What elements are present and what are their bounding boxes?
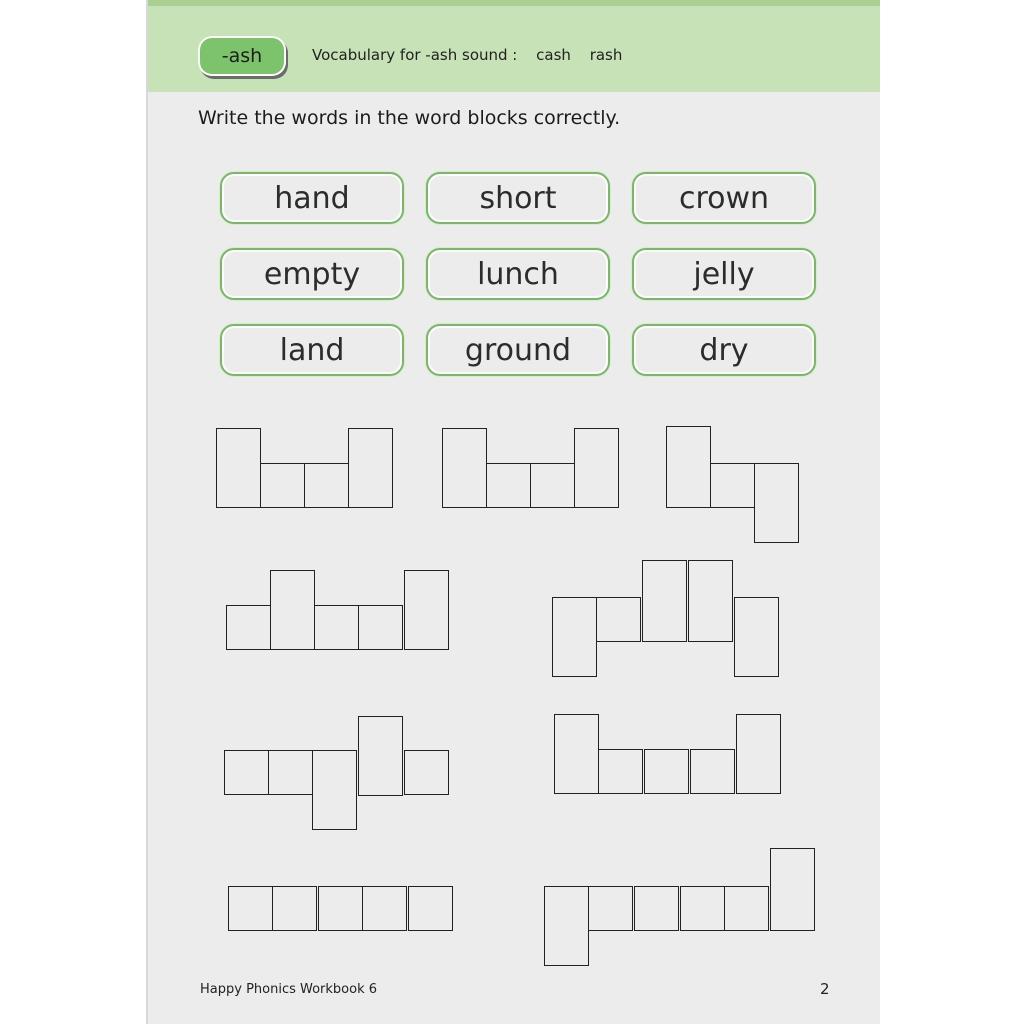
letter-block[interactable] (552, 597, 597, 677)
letter-block[interactable] (644, 749, 689, 794)
word-box: hand (220, 172, 404, 224)
word-box: empty (220, 248, 404, 300)
letter-block[interactable] (358, 716, 403, 796)
letter-block[interactable] (318, 886, 363, 931)
letter-block[interactable] (486, 463, 531, 508)
letter-block[interactable] (666, 426, 711, 508)
letter-block[interactable] (442, 428, 487, 508)
word-box: jelly (632, 248, 816, 300)
letter-block[interactable] (688, 560, 733, 642)
letter-block[interactable] (272, 886, 317, 931)
vocab-word: cash (536, 46, 571, 64)
letter-block[interactable] (228, 886, 273, 931)
vocab-word: rash (589, 46, 623, 64)
vocab-line (312, 46, 626, 64)
letter-block[interactable] (680, 886, 725, 931)
letter-block[interactable] (268, 750, 313, 795)
letter-block[interactable] (260, 463, 305, 508)
word-box: dry (632, 324, 816, 376)
letter-block[interactable] (724, 886, 769, 931)
letter-block[interactable] (226, 605, 271, 650)
letter-block[interactable] (588, 886, 633, 931)
letter-block[interactable] (304, 463, 349, 508)
word-box: land (220, 324, 404, 376)
letter-block[interactable] (312, 750, 357, 830)
letter-block[interactable] (554, 714, 599, 794)
vocab-label: Vocabulary for -ash sound : (312, 46, 518, 64)
letter-block[interactable] (690, 749, 735, 794)
letter-block[interactable] (530, 463, 575, 508)
letter-block[interactable] (544, 886, 589, 966)
letter-block[interactable] (710, 463, 755, 508)
letter-block[interactable] (270, 570, 315, 650)
letter-block[interactable] (642, 560, 687, 642)
letter-block[interactable] (404, 750, 449, 795)
instructions: Write the words in the word blocks correctly. (198, 107, 621, 129)
letter-block[interactable] (770, 848, 815, 931)
letter-block[interactable] (754, 463, 799, 543)
word-box: ground (426, 324, 610, 376)
letter-block[interactable] (596, 597, 641, 642)
footer-page-number: 2 (820, 980, 830, 998)
footer-book-title: Happy Phonics Workbook 6 (200, 982, 378, 997)
sound-tag (198, 36, 286, 76)
letter-block[interactable] (314, 605, 359, 650)
workbook-page (146, 0, 880, 1024)
letter-block[interactable] (736, 714, 781, 794)
word-box: crown (632, 172, 816, 224)
letter-block[interactable] (404, 570, 449, 650)
word-box: short (426, 172, 610, 224)
letter-block[interactable] (348, 428, 393, 508)
letter-block[interactable] (634, 886, 679, 931)
letter-block[interactable] (362, 886, 407, 931)
header-band-top (148, 0, 880, 6)
letter-block[interactable] (216, 428, 261, 508)
sound-tag-label: -ash (221, 45, 263, 67)
letter-block[interactable] (734, 597, 779, 677)
letter-block[interactable] (574, 428, 619, 508)
letter-block[interactable] (358, 605, 403, 650)
letter-block[interactable] (598, 749, 643, 794)
letter-block[interactable] (224, 750, 269, 795)
word-box: lunch (426, 248, 610, 300)
letter-block[interactable] (408, 886, 453, 931)
